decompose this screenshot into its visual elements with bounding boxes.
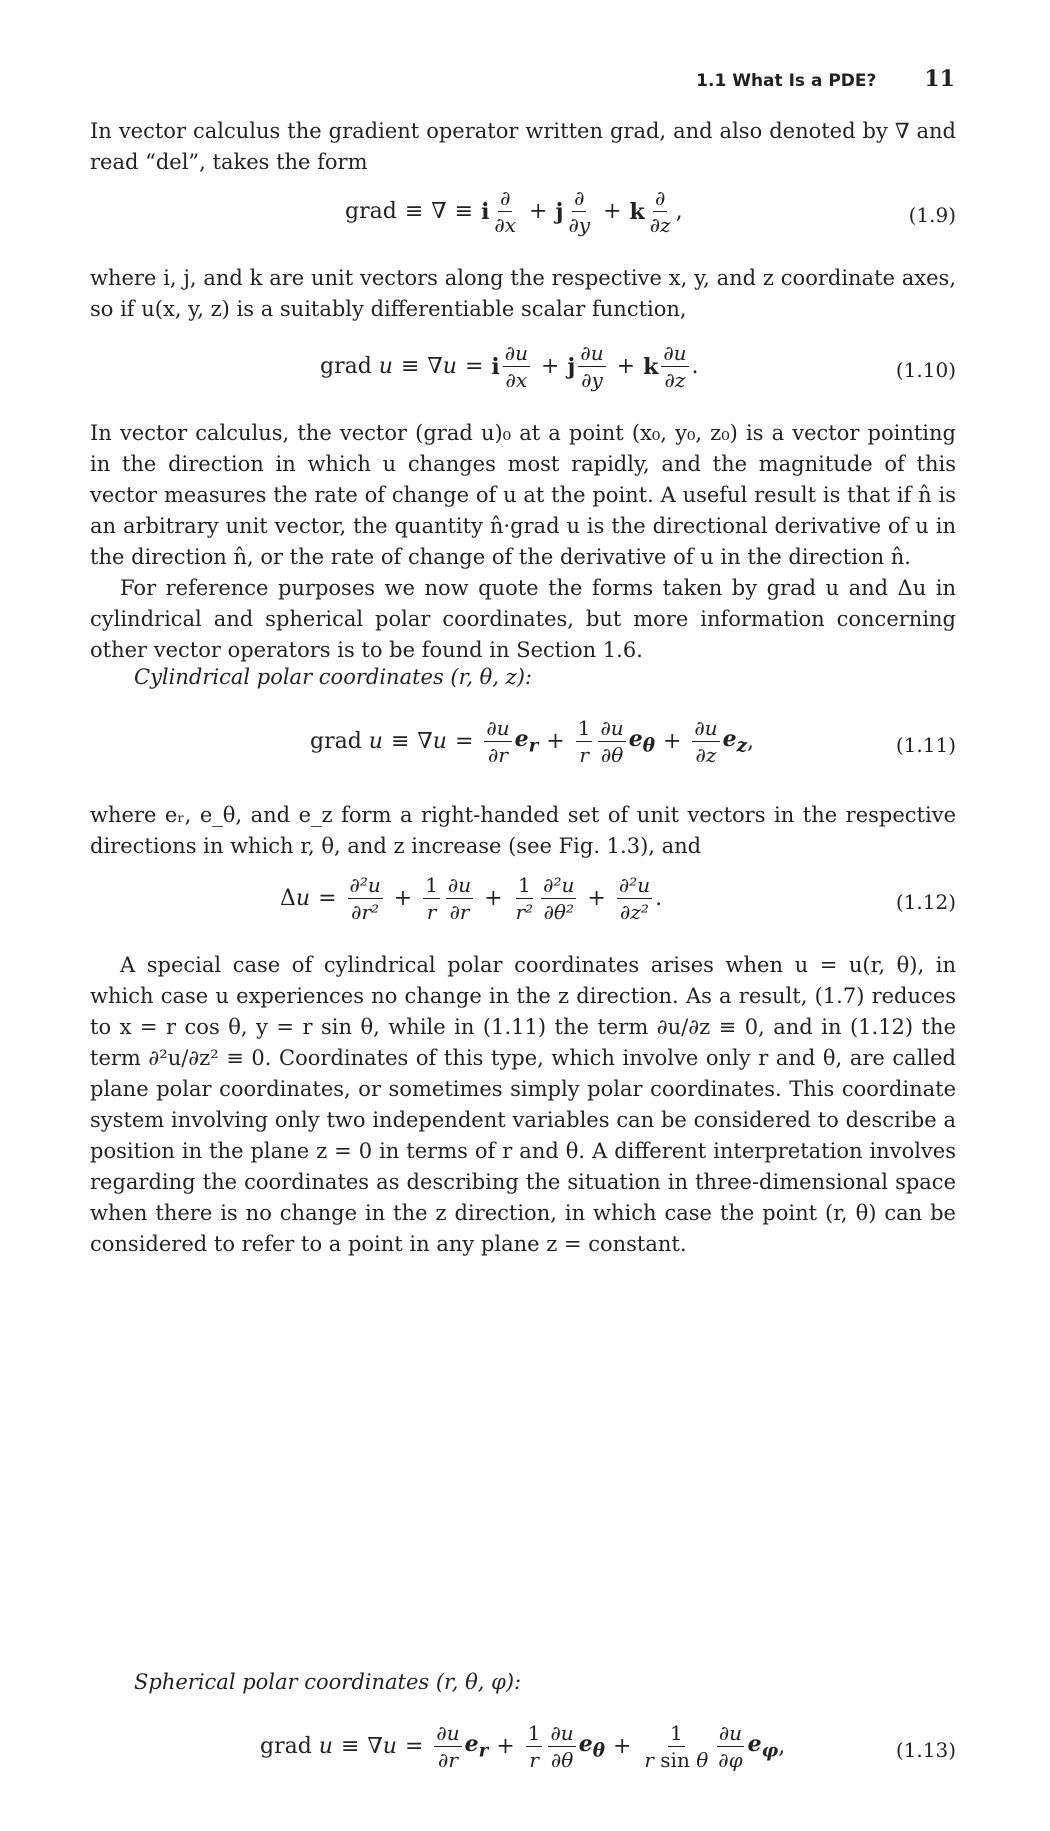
equation-number: (1.12): [895, 890, 956, 914]
equation-body: grad u ≡ ∇u = $\frac{\partial u}{\partial r}$ $e_r$ + $\frac{1}{r}$ $\frac{\partial u}{\partial\theta}$ $e_\theta$ + $\frac{1}{\text{r sin θ}}$ $\frac{\partial u}{\partial\varphi}$ $e_\varphi$ ,: [260, 1721, 786, 1772]
equation-1-11: [90, 715, 956, 775]
equation-number: (1.13): [895, 1738, 956, 1762]
equation-1-10: [90, 340, 956, 400]
equation-number: (1.9): [908, 203, 956, 227]
equation-body: grad u ≡ ∇u = i $\frac{\partial u}{\partial x}$ + j $\frac{\partial u}{\partial y}$ + k $\frac{\partial u}{\partial z}$ .: [320, 341, 699, 392]
subheading-cylindrical: Cylindrical polar coordinates (r, θ, z):: [134, 665, 533, 689]
paragraph-2: where i, j, and k are unit vectors along the respective x, y, and z coordinate axes, so if u(x, y, z) is a suitably differentiable scalar function,: [90, 266, 956, 321]
equation-body: Δu = $\frac{\text{∂²u}}{\text{∂r²}}$ + $\frac{1}{r}$ $\frac{\partial u}{\partial r}$ + $\frac{1}{\text{r²}}$ $\frac{\text{∂²u}}{\text{∂θ²}}$ + $\frac{\text{∂²u}}{\text{∂z²}}$ .: [280, 873, 663, 924]
paragraph-6: A special case of cylindrical polar coordinates arises when u = u(r, θ), in which case u experiences no change in the z direction. As a result, (1.7) reduces to x = r cos θ, y = r sin θ, while in (1.11) the term ∂u/∂z ≡ 0, and in (1.12) the term ∂²u/∂z² ≡ 0. Coordinates of this type, which involve only r and θ, are called plane polar coordinates, or sometimes simply polar coordinates. This coordinate system involving only two independent variables can be considered to describe a position in the plane z = 0 in terms of r and θ. A different interpretation involves regarding the coordinates as describing the situation in three-dimensional space when there is no change in the z direction, in which case the point (r, θ) can be considered to refer to a point in any plane z = constant.: [90, 953, 956, 1256]
equation-body: grad u ≡ ∇u = $\frac{\partial u}{\partial r}$ $e_r$ + $\frac{1}{r}$ $\frac{\partial u}{\partial\theta}$ $e_\theta$ + $\frac{\partial u}{\partial z}$ $e_z$ ,: [310, 716, 755, 767]
page-number: 11: [924, 66, 955, 92]
equation-number: (1.11): [895, 733, 956, 757]
equation-number: (1.10): [895, 358, 956, 382]
paragraph-3: In vector calculus, the vector (grad u)₀ at a point (x₀, y₀, z₀) is a vector pointing in the direction in which u changes most rapidly, and the magnitude of this vector measures the rate of change of u at the point. A useful result is that if n̂ is an arbitrary unit vector, the quantity n̂·grad u is the directional derivative of u in the direction n̂, or the rate of change of the derivative of u in the direction n̂.: [90, 421, 956, 569]
paragraph-1: In vector calculus the gradient operator written grad, and also denoted by ∇ and read “del”, takes the form: [90, 119, 956, 174]
paragraph-4: For reference purposes we now quote the forms taken by grad u and Δu in cylindrical and spherical polar coordinates, but more information concerning other vector operators is to be found in Section 1.6.: [90, 576, 956, 662]
subheading-spherical: Spherical polar coordinates (r, θ, φ):: [134, 1670, 522, 1694]
equation-1-12: [90, 872, 956, 932]
section-title: 1.1 What Is a PDE?: [696, 71, 877, 91]
equation-body: grad ≡ ∇ ≡ i $\frac{\partial}{\partial x}$ + j $\frac{\partial}{\partial y}$ + k $\frac{\partial}{\partial z}$ ,: [345, 186, 683, 237]
equation-1-9: [90, 185, 956, 245]
equation-1-13: [90, 1720, 956, 1780]
paragraph-5: where eᵣ, e_θ, and e_z form a right-handed set of unit vectors in the respective directions in which r, θ, and z increase (see Fig. 1.3), and: [90, 803, 956, 858]
running-header: [696, 66, 955, 92]
